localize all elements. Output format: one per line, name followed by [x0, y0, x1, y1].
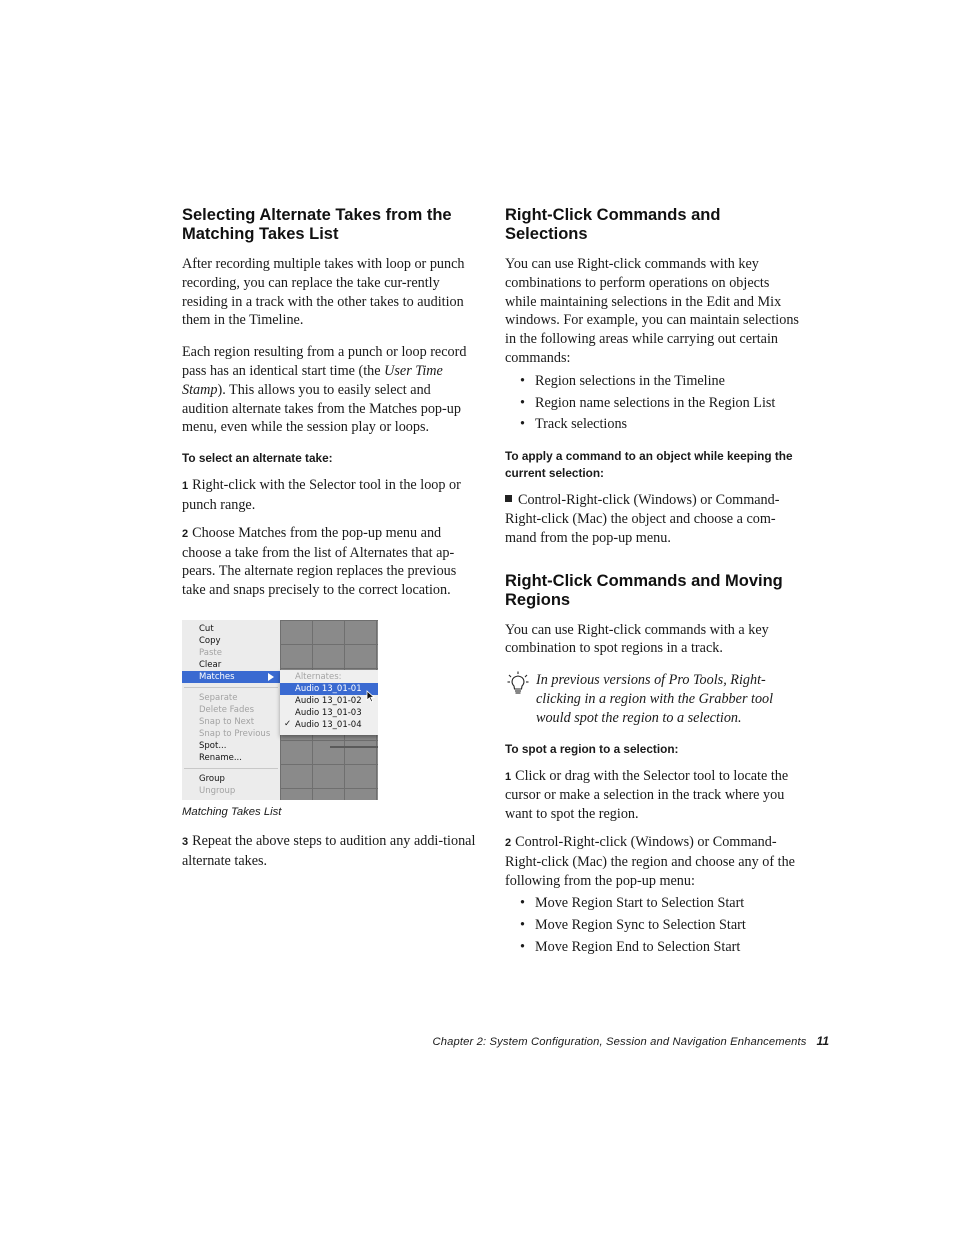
submenu-arrow-icon — [268, 673, 274, 681]
text-run: ). This allows you to easily select and audition alternate takes from the Matches pop-up menu, even while the session play or loops. — [182, 381, 461, 436]
chapter-title: Chapter 2: System Configuration, Session and Navigation Enhancements — [432, 1036, 807, 1048]
menu-item-spot[interactable]: Spot... — [199, 740, 227, 751]
menu-item-matches[interactable] — [182, 671, 280, 683]
menu-separator — [184, 768, 278, 769]
menu-separator — [184, 687, 278, 688]
paragraph: You can use Right-click commands with a key combination to spot regions in a track. — [505, 621, 769, 657]
mouse-pointer-icon — [366, 690, 375, 703]
list-item — [520, 394, 803, 413]
text-run: Each region resulting from a punch or loop record pass has an identical start time (the — [182, 344, 467, 379]
submenu-item-label: Audio 13_01-01 — [295, 683, 362, 694]
step-2 — [182, 524, 478, 600]
bullet: • — [520, 917, 525, 934]
paragraph — [182, 343, 478, 437]
step-number: 3 — [182, 835, 189, 848]
submenu-item-take-1[interactable] — [280, 683, 378, 695]
step-number: 2 — [182, 527, 189, 540]
list-item-text: Move Region Sync to Selection Start — [535, 917, 746, 934]
menu-item-paste: Paste — [199, 647, 222, 658]
matching-takes-menu-screenshot — [182, 620, 378, 800]
step-text: Click or drag with the Selector tool to locate the cursor or make a selection in the track where you want to spot the region. — [505, 767, 789, 823]
menu-item-copy[interactable]: Copy — [199, 635, 221, 646]
bullet: • — [520, 895, 525, 912]
step-number: 1 — [182, 480, 189, 493]
procedure-heading: To apply a command to an object while keeping the current selection: — [505, 449, 793, 481]
step-text: Right-click with the Selector tool in the loop or punch range. — [182, 477, 461, 513]
menu-item-delete-fades: Delete Fades — [199, 704, 255, 715]
list-item — [520, 938, 803, 957]
section-heading-right-click-selections: Right-Click Commands and Selections — [505, 206, 721, 243]
list-item — [520, 372, 803, 391]
bullet: • — [520, 938, 525, 955]
procedure-heading: To select an alternate take: — [182, 451, 333, 466]
list-item-text: Region name selections in the Region List — [535, 394, 776, 411]
step-text: Choose Matches from the pop-up menu and choose a take from the list of Alternates that ap-pears. The alternate region replaces the previous take and snaps precisely to the correct location. — [182, 524, 457, 599]
checkmark-icon: ✓ — [284, 718, 292, 729]
bullet: • — [520, 416, 525, 433]
bullet: • — [520, 372, 525, 389]
menu-item-matches-label: Matches — [199, 671, 235, 682]
menu-item-rename[interactable]: Rename... — [199, 752, 242, 763]
alternates-submenu — [280, 670, 378, 735]
menu-item-clear[interactable]: Clear — [199, 659, 222, 670]
step-1 — [505, 767, 803, 824]
bullet-list — [520, 372, 803, 434]
menu-item-group[interactable]: Group — [199, 773, 225, 784]
step-3 — [182, 832, 478, 871]
submenu-item-take-4[interactable]: Audio 13_01-04 — [295, 719, 362, 730]
page-number: 11 — [816, 1034, 829, 1048]
section-heading-moving-regions: Right-Click Commands and Moving Regions — [505, 571, 783, 609]
list-item-text: Move Region End to Selection Start — [535, 938, 741, 955]
procedure-heading: To spot a region to a selection: — [505, 741, 679, 756]
figure-caption: Matching Takes List — [182, 805, 282, 818]
list-item-text: Move Region Start to Selection Start — [535, 895, 745, 912]
menu-item-snap-to-previous: Snap to Previous — [199, 728, 271, 739]
page-footer — [433, 1034, 829, 1048]
square-bullet-item — [505, 491, 803, 547]
square-bullet-icon — [505, 495, 512, 502]
lightbulb-icon — [507, 671, 529, 697]
list-item-text: Track selections — [535, 416, 628, 433]
step-number: 1 — [505, 770, 512, 783]
step-number: 2 — [505, 836, 512, 849]
bullet: • — [520, 394, 525, 411]
paragraph: After recording multiple takes with loop or punch recording, you can replace the take cur-rently residing in a track with the other takes to audition them in the Timeline. — [182, 256, 465, 329]
list-item — [520, 894, 803, 913]
tip-note — [505, 671, 803, 727]
menu-item-ungroup: Ungroup — [199, 785, 236, 796]
right-column — [505, 206, 803, 971]
submenu-item-take-3[interactable]: Audio 13_01-03 — [295, 707, 362, 718]
section-heading-alternate-takes: Selecting Alternate Takes from the Matching Takes List — [182, 206, 452, 243]
submenu-header-alternates: Alternates: — [295, 671, 342, 682]
item-text: Control-Right-click (Windows) or Command-Right-click (Mac) the object and choose a com-mand from the pop-up menu. — [505, 492, 780, 546]
menu-item-cut[interactable]: Cut — [199, 623, 214, 634]
submenu-item-take-2[interactable]: Audio 13_01-02 — [295, 695, 362, 706]
menu-item-snap-to-next: Snap to Next — [199, 716, 255, 727]
step-2 — [505, 833, 803, 890]
step-text: Control-Right-click (Windows) or Command-Right-click (Mac) the region and choose any of the following from the pop-up menu: — [505, 833, 795, 889]
list-item — [520, 916, 803, 935]
tip-text: In previous versions of Pro Tools, Right-clicking in a region with the Grabber tool would spot the region to a selection. — [536, 672, 774, 726]
context-menu — [182, 620, 280, 800]
list-item — [520, 415, 803, 434]
list-item-text: Region selections in the Timeline — [535, 372, 725, 389]
left-column — [182, 206, 478, 880]
emphasis-user-time-stamp: User Time Stamp — [182, 362, 443, 398]
menu-item-separate: Separate — [199, 692, 238, 703]
region-bar — [330, 746, 378, 748]
bullet-list — [520, 894, 803, 956]
step-1 — [182, 476, 478, 515]
step-text: Repeat the above steps to audition any addi-tional alternate takes. — [182, 832, 476, 869]
paragraph: You can use Right-click commands with key combinations to perform operations on objects while maintaining selections in the Edit and Mix windows. For example, you can maintain selections in the following areas while carrying out certain commands: — [505, 256, 799, 366]
